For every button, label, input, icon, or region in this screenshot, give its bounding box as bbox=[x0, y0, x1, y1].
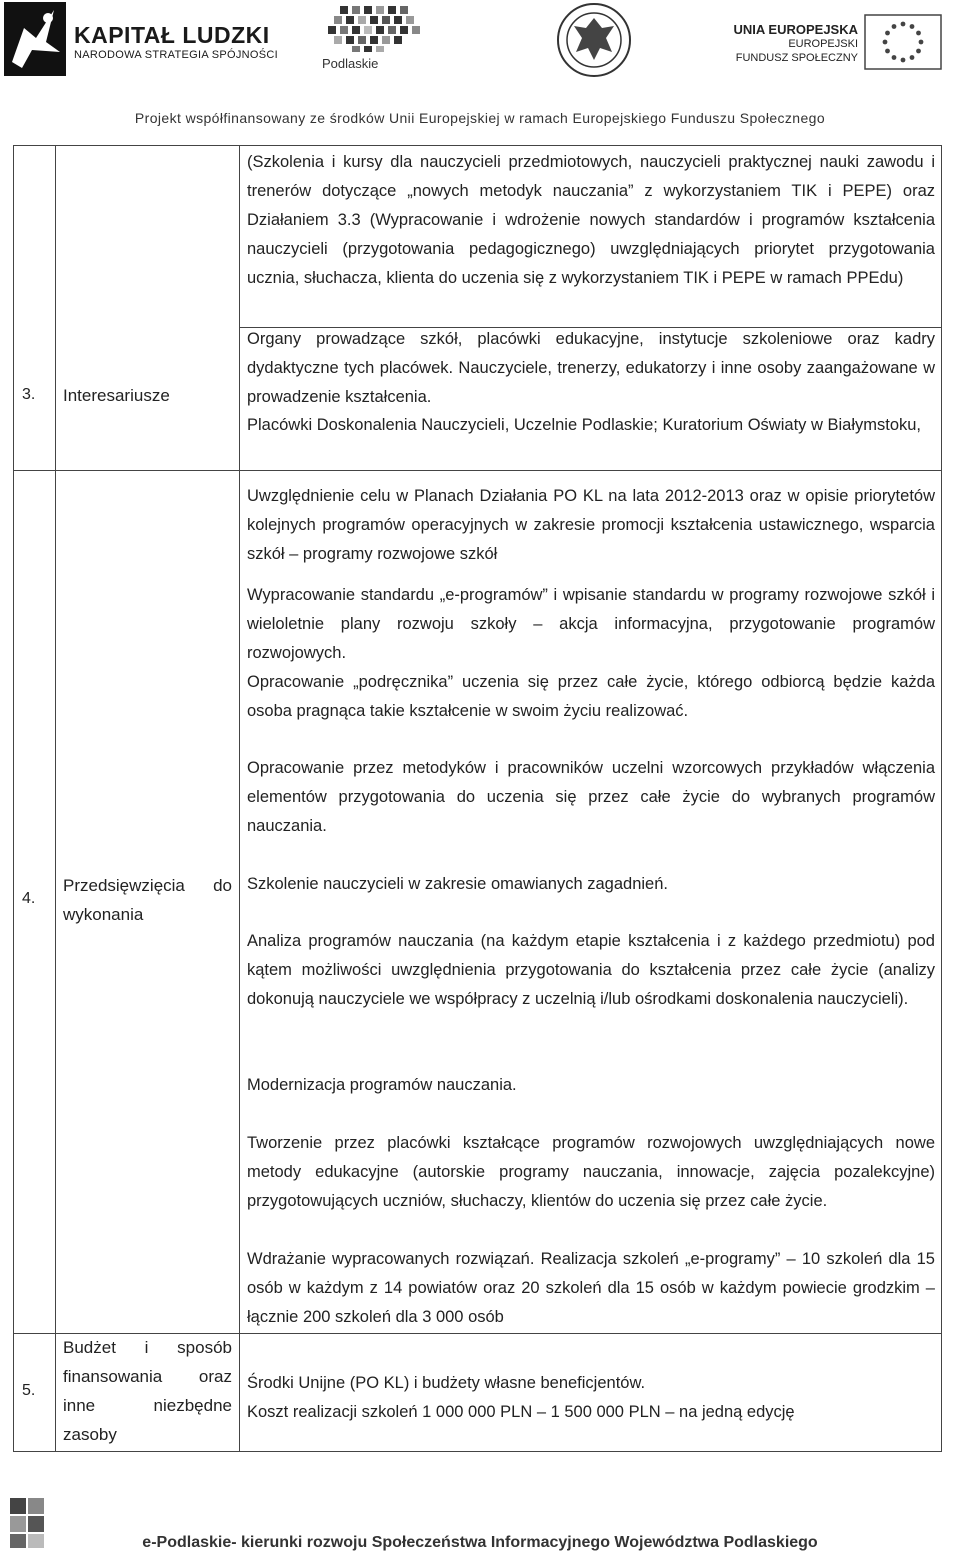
row4-paragraph-3: Opracowanie „podręcznika” uczenia się przez całe życie, którego odbiorcą będzie każda osoba pragnąca takie kształcenie w swoim życiu realizować. bbox=[247, 673, 935, 720]
university-seal-icon bbox=[556, 2, 632, 78]
project-cofinancing-line: Projekt współfinansowany ze środków Unii Europejskiej w ramach Europejskiego Funduszu Społecznego bbox=[134, 110, 826, 126]
kapital-ludzki-figure-icon bbox=[4, 2, 66, 76]
row5-paragraph-1: Środki Unijne (PO KL) i budżety własne beneficjentów. bbox=[247, 1374, 646, 1392]
row4-paragraph-5: Szkolenie nauczycieli w zakresie omawianych zagadnień. bbox=[247, 875, 668, 893]
row4-paragraph-8: Tworzenie przez placówki kształcące programów rozwojowych uwzględniających nowe metody edukacyjne (autorskie programy nauczania, innowacje, zajęcia pozalekcyjne) przygotowujących uczniów, słuchaczy, klientów do uczenia się przez całe życie. bbox=[247, 1134, 935, 1210]
row3-paragraph-2: Placówki Doskonalenia Nauczycieli, Uczelnie Podlaskie; Kuratorium Oświaty w Białymstoku, bbox=[247, 416, 922, 434]
row-label-budzet: Budżet i sposób finansowania oraz inne niezbędne zasoby bbox=[63, 1338, 232, 1444]
row4-paragraph-9: Wdrażanie wypracowanych rozwiązań. Realizacja szkoleń „e-programy” – 10 szkoleń dla 15 osób w każdym z 14 powiatów oraz 20 szkoleń dla 15 osób w każdym powiecie grodzkim – łącznie 200 szkoleń dla 3 000 osób bbox=[247, 1250, 935, 1326]
eu-flag-icon bbox=[864, 14, 942, 70]
row-number-5: 5. bbox=[22, 1382, 36, 1399]
row-label-przedsiewziecia: Przedsięwzięcia do wykonania bbox=[63, 876, 232, 924]
row-label-interesariusze: Interesariusze bbox=[63, 386, 170, 405]
eu-label-line2: EUROPEJSKI bbox=[788, 38, 858, 50]
page-header bbox=[0, 0, 960, 140]
eu-logo bbox=[733, 14, 948, 74]
row4-paragraph-4: Opracowanie przez metodyków i pracowników uczelni wzorcowych przykładów włączenia elementów przygotowania do uczenia się przez całe życie do wybranych programów nauczania. bbox=[247, 759, 935, 835]
table-divider-row3 bbox=[13, 470, 942, 471]
kapital-ludzki-title: KAPITAŁ LUDZKI bbox=[74, 22, 270, 48]
kapital-ludzki-subtitle: NARODOWA STRATEGIA SPÓJNOŚCI bbox=[74, 49, 278, 61]
continuation-paragraph: (Szkolenia i kursy dla nauczycieli przedmiotowych, nauczycieli praktycznej nauki zawodu i trenerów dotyczące „nowych metodyk nauczania” z wykorzystaniem TIK i PEPE) oraz Działaniem 3.3 (Wypracowanie i wdrożenie nowych standardów i programów kształcenia nauczycieli (przygotowania pedagogicznego) uwzględniających priorytet przygotowania ucznia, słuchacza, klienta do uczenia się z wykorzystaniem TIK i PEPE w ramach PPEdu) bbox=[247, 153, 935, 287]
row3-paragraph-1: Organy prowadzące szkół, placówki edukacyjne, instytucje szkoleniowe oraz kadry dydaktyczne tych placówek. Nauczyciele, trenerzy, edukatorzy i inne osoby zaangażowane w prowadzenie kształcenia. bbox=[247, 330, 935, 406]
table-divider-number-column bbox=[55, 145, 56, 1452]
row-number-3: 3. bbox=[22, 386, 36, 403]
row5-paragraph-2: Koszt realizacji szkoleń 1 000 000 PLN – 1 500 000 PLN – na jedną edycję bbox=[247, 1403, 795, 1421]
row4-paragraph-6: Analiza programów nauczania (na każdym etapie kształcenia i z każdego przedmiotu) pod kątem możliwości uwzględnienia przygotowania do kształcenia przez całe życie (analizy dokonują nauczyciele we współpracy z uczelnią i/lub ośrodkami doskonalenia nauczycieli). bbox=[247, 932, 935, 1008]
eu-label-line3: FUNDUSZ SPOŁECZNY bbox=[735, 52, 858, 64]
row-number-4: 4. bbox=[22, 890, 36, 907]
kapital-ludzki-logo bbox=[4, 2, 304, 78]
podlaskie-pixel-mosaic-icon bbox=[318, 4, 428, 56]
row4-paragraph-7: Modernizacja programów nauczania. bbox=[247, 1076, 517, 1094]
row4-paragraph-1: Uwzględnienie celu w Planach Działania PO KL na lata 2012-2013 oraz w opisie priorytetów kolejnych programów operacyjnych w zakresie promocji kształcenia ustawicznego, wsparcia szkół – programy rozwojowe szkół bbox=[247, 487, 935, 563]
podlaskie-label: Podlaskie bbox=[322, 56, 379, 71]
table-divider-label-column bbox=[239, 145, 240, 1452]
eu-label-line1: UNIA EUROPEJSKA bbox=[733, 22, 858, 37]
footer-text: e-Podlaskie- kierunki rozwoju Społeczeństwa Informacyjnego Województwa Podlaskiego bbox=[142, 1534, 818, 1551]
podlaskie-logo bbox=[318, 4, 428, 74]
row4-paragraph-2: Wypracowanie standardu „e-programów” i wpisanie standardu w programy rozwojowe szkół i wieloletnie plany rozwoju szkoły – akcja informacyjna, przygotowanie programów rozwojowych. bbox=[247, 586, 935, 662]
